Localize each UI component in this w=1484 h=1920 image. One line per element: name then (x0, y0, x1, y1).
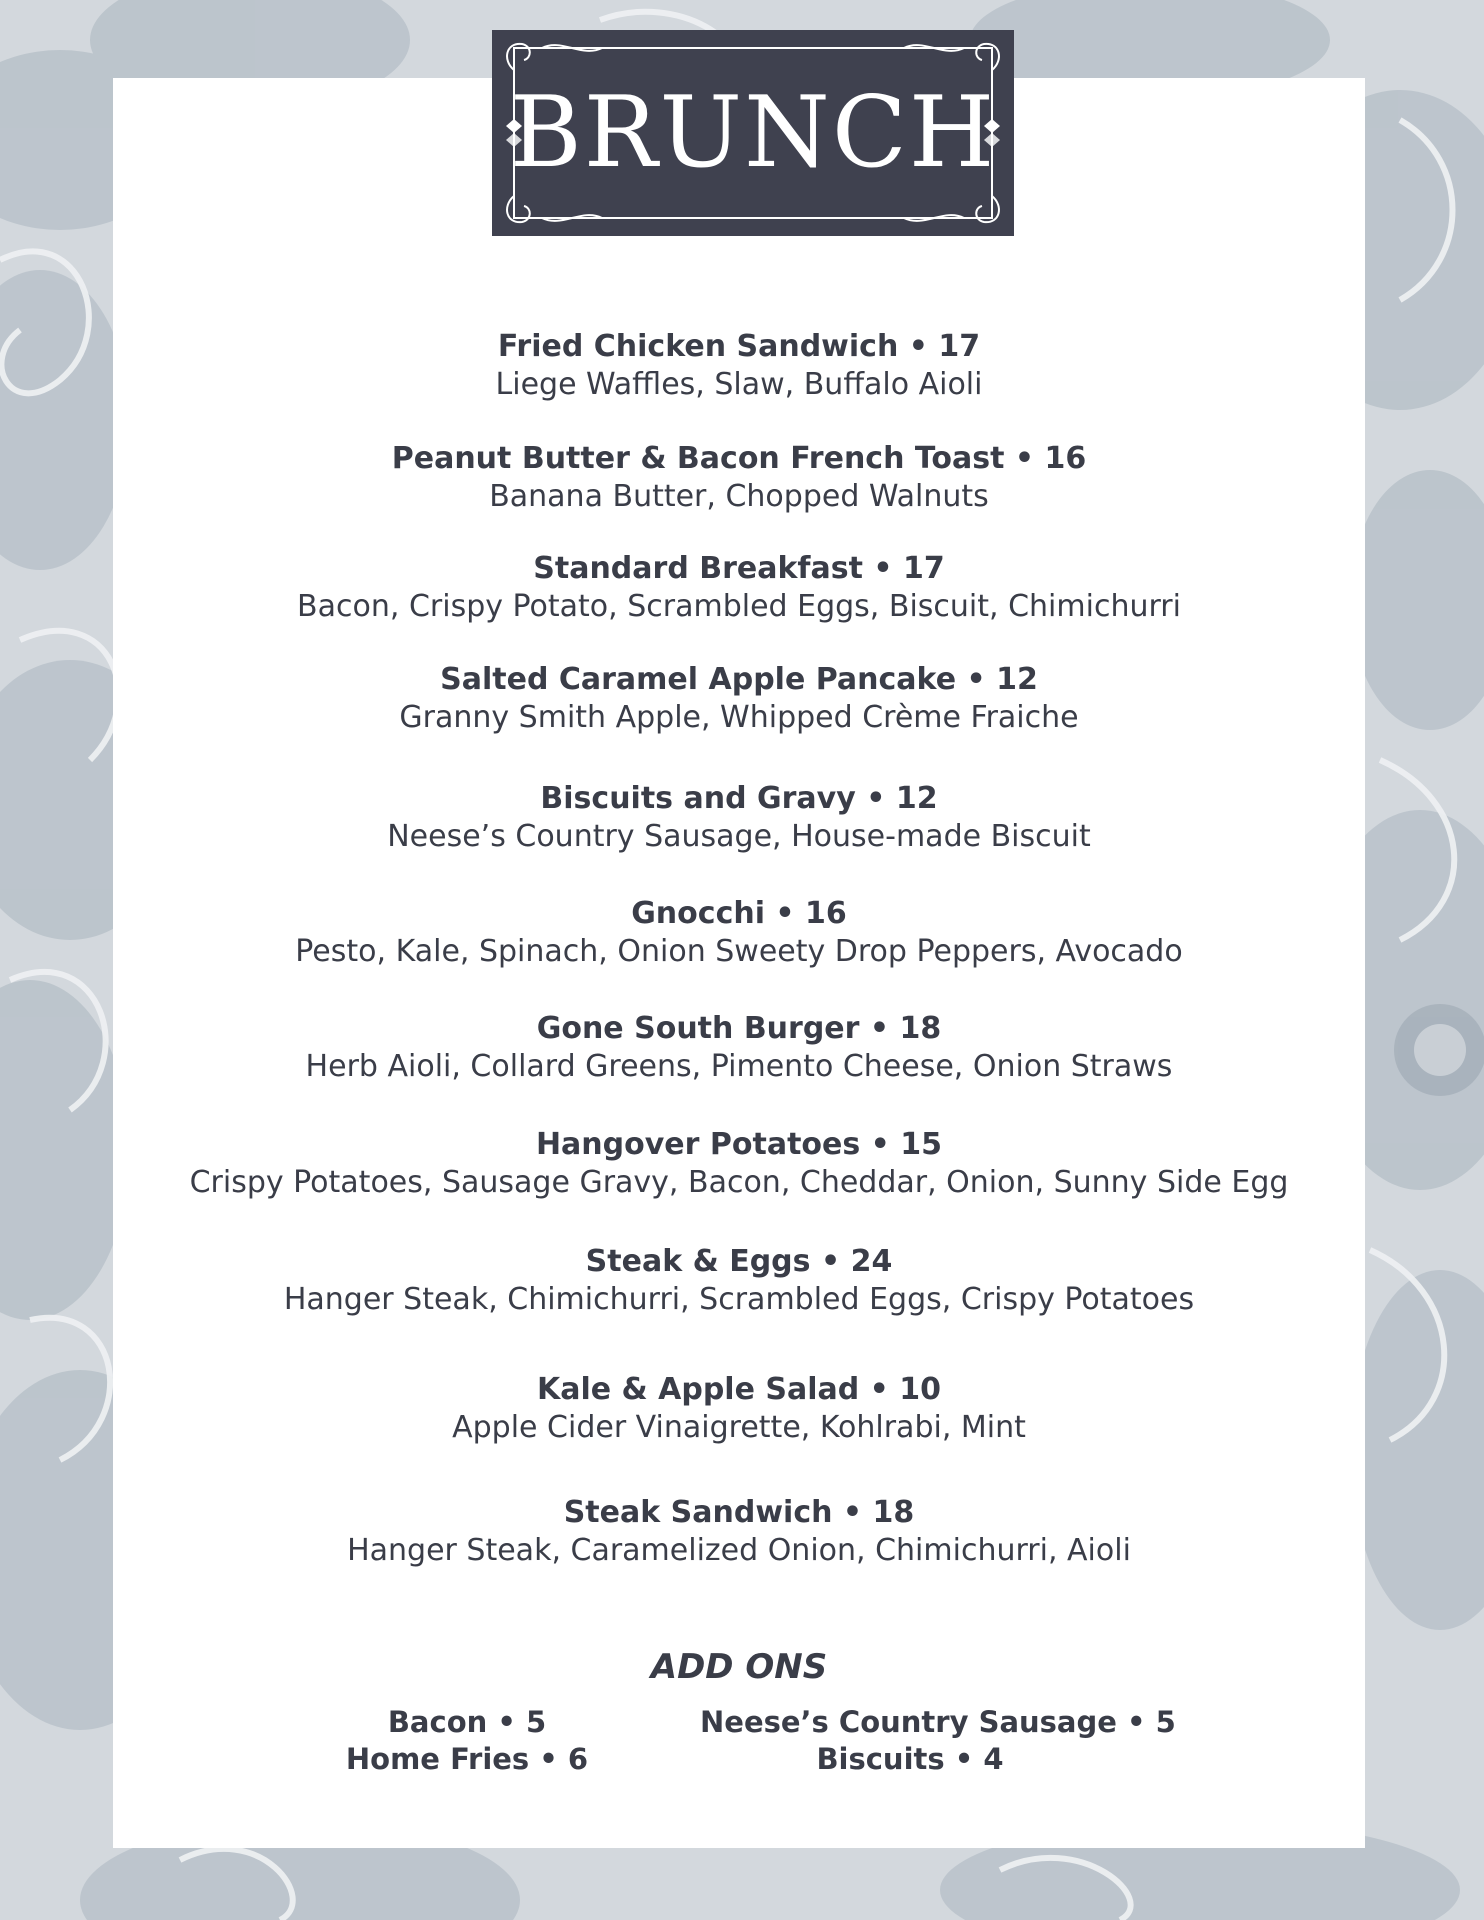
menu-item (113, 1243, 1365, 1319)
menu-item (113, 661, 1365, 737)
addon-item: Neese’s Country Sausage • 5 (700, 1705, 1176, 1739)
addons-left-column (330, 1704, 604, 1778)
menu-title: BRUNCH (509, 76, 997, 190)
addons-right-column (700, 1704, 1176, 1778)
item-name: Steak & Eggs • 24 (585, 1244, 893, 1279)
item-description: Banana Butter, Chopped Walnuts (489, 479, 989, 514)
item-description: Crispy Potatoes, Sausage Gravy, Bacon, Cheddar, Onion, Sunny Side Egg (189, 1165, 1289, 1200)
menu-item (113, 1126, 1365, 1202)
item-description: Apple Cider Vinaigrette, Kohlrabi, Mint (452, 1410, 1026, 1445)
item-name: Salted Caramel Apple Pancake • 12 (440, 662, 1038, 697)
menu-item (113, 328, 1365, 404)
addon-item: Biscuits • 4 (816, 1742, 1004, 1776)
menu-item (113, 1494, 1365, 1570)
item-description: Pesto, Kale, Spinach, Onion Sweety Drop Peppers, Avocado (295, 934, 1183, 969)
item-description: Herb Aioli, Collard Greens, Pimento Cheese, Onion Straws (305, 1049, 1173, 1084)
addon-item: Home Fries • 6 (345, 1742, 589, 1776)
menu-item (113, 895, 1365, 971)
item-description: Hanger Steak, Caramelized Onion, Chimichurri, Aioli (347, 1533, 1131, 1568)
item-name: Hangover Potatoes • 15 (535, 1127, 943, 1162)
item-name: Kale & Apple Salad • 10 (536, 1372, 942, 1407)
addon-item: Bacon • 5 (387, 1705, 547, 1739)
item-name: Fried Chicken Sandwich • 17 (497, 329, 981, 364)
menu-item (113, 780, 1365, 856)
item-name: Steak Sandwich • 18 (563, 1495, 915, 1530)
item-name: Standard Breakfast • 17 (533, 551, 945, 586)
item-description: Liege Waffles, Slaw, Buffalo Aioli (495, 367, 983, 402)
menu-item (113, 1371, 1365, 1447)
menu-item (113, 440, 1365, 516)
item-name: Gone South Burger • 18 (536, 1011, 942, 1046)
item-description: Granny Smith Apple, Whipped Crème Fraiche (399, 700, 1079, 735)
addons-heading: ADD ONS (650, 1647, 828, 1687)
item-name: Biscuits and Gravy • 12 (540, 781, 938, 816)
item-description: Bacon, Crispy Potato, Scrambled Eggs, Biscuit, Chimichurri (297, 589, 1181, 624)
item-name: Peanut Butter & Bacon French Toast • 16 (391, 441, 1087, 476)
item-name: Gnocchi • 16 (631, 896, 847, 931)
item-description: Neese’s Country Sausage, House-made Biscuit (387, 819, 1091, 854)
menu-item (113, 550, 1365, 626)
title-banner (492, 30, 1014, 236)
item-description: Hanger Steak, Chimichurri, Scrambled Eggs, Crispy Potatoes (283, 1282, 1195, 1317)
menu-item (113, 1010, 1365, 1086)
